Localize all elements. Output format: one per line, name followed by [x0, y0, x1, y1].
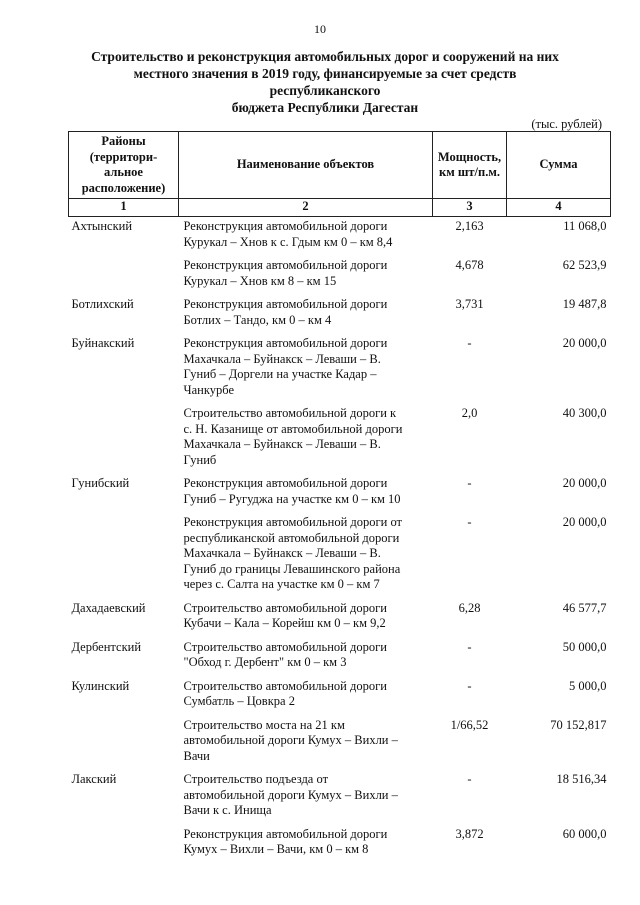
header-capacity	[433, 132, 507, 199]
title-line: Строительство и реконструкция автомобильных дорог и сооружений на них	[91, 49, 559, 64]
object-line: Гуниб – Доргели на участке Кадар –	[183, 367, 377, 381]
district-cell: Лакский	[71, 772, 117, 786]
capacity-cell: 3,872	[455, 826, 484, 841]
district-cell	[69, 825, 179, 864]
table-row	[69, 677, 611, 716]
object-line: Реконструкция автомобильной дороги	[183, 336, 388, 350]
amount-cell: 20 000,0	[562, 476, 607, 490]
object-cell	[179, 770, 433, 825]
capacity-cell: 4,678	[455, 258, 484, 272]
objects-table	[68, 131, 611, 864]
table-row	[69, 256, 611, 295]
capacity-cell: -	[467, 772, 472, 786]
table-body	[69, 217, 611, 864]
object-cell	[179, 295, 433, 334]
capacity-cell: -	[467, 476, 472, 490]
object-line: Строительство подъезда от	[183, 772, 329, 786]
object-line: Сумбатль – Цовкра 2	[183, 694, 295, 708]
object-cell	[179, 677, 433, 716]
header-object: Наименование объектов	[179, 132, 433, 199]
table-row	[69, 295, 611, 334]
object-cell	[179, 404, 433, 474]
amount-cell: 19 487,8	[562, 297, 607, 311]
object-line: Махачкала – Буйнакск – Леваши – В.	[183, 437, 381, 451]
capacity-cell: -	[467, 515, 472, 529]
object-line: автомобильной дороги Кумух – Вихли –	[183, 787, 398, 802]
object-line: через с. Салта на участке км 0 – км 7	[183, 577, 380, 591]
object-line: Кубачи – Кала – Корейш км 0 – км 9,2	[183, 616, 386, 630]
column-numbers-row	[69, 199, 611, 217]
district-cell	[69, 513, 179, 599]
capacity-cell: -	[467, 639, 472, 654]
header-district	[69, 132, 179, 199]
object-line: Строительство моста на 21 км	[183, 717, 345, 732]
table-row	[69, 474, 611, 513]
district-cell: Дербентский	[71, 639, 142, 654]
object-line: республиканской автомобильной дороги	[183, 530, 400, 545]
object-cell	[179, 334, 433, 404]
header-district-line: альное	[104, 165, 143, 179]
object-line: Вачи к с. Инища	[183, 803, 272, 817]
page-number: 10	[314, 22, 326, 36]
object-line: Строительство автомобильной дороги	[183, 639, 387, 654]
object-line: Реконструкция автомобильной дороги	[183, 297, 388, 311]
column-number: 1	[69, 199, 179, 217]
object-cell	[179, 474, 433, 513]
column-number: 4	[507, 199, 611, 217]
capacity-cell: 1/66,52	[450, 717, 489, 732]
object-cell	[179, 513, 433, 599]
amount-cell: 62 523,9	[562, 258, 607, 272]
district-cell: Гунибский	[71, 476, 130, 490]
object-cell	[179, 256, 433, 295]
object-line: Реконструкция автомобильной дороги	[183, 219, 388, 233]
amount-cell: 5 000,0	[569, 678, 607, 693]
object-line: Курукал – Хнов км 8 – км 15	[183, 273, 337, 288]
header-capacity-line: Мощность,	[437, 149, 502, 164]
district-cell: Буйнакский	[71, 336, 135, 350]
object-line: "Обход г. Дербент" км 0 – км 3	[183, 655, 347, 669]
district-cell: Ахтынский	[71, 219, 133, 233]
object-line: Строительство автомобильной дороги	[183, 600, 387, 615]
amount-cell: 40 300,0	[562, 406, 607, 420]
document-title	[80, 48, 570, 116]
table-row	[69, 716, 611, 771]
object-cell	[179, 599, 433, 638]
capacity-cell: -	[467, 678, 472, 693]
district-cell: Кулинский	[71, 678, 130, 693]
object-line: Строительство автомобильной дороги к	[183, 406, 397, 420]
object-line: Ботлих – Тандо, км 0 – км 4	[183, 312, 332, 327]
object-line: Строительство автомобильной дороги	[183, 678, 387, 693]
table-row	[69, 334, 611, 404]
amount-cell: 70 152,817	[550, 717, 607, 732]
district-cell	[69, 404, 179, 474]
amount-cell: 20 000,0	[562, 515, 607, 529]
amount-cell: 60 000,0	[562, 826, 607, 841]
table-row	[69, 217, 611, 257]
table-header-row	[69, 132, 611, 199]
amount-cell: 20 000,0	[562, 336, 607, 350]
title-line: местного значения в 2019 году, финансируемые за счет средств республиканского	[133, 66, 517, 98]
capacity-cell: 3,731	[455, 297, 484, 311]
capacity-cell: -	[467, 336, 472, 350]
table-row	[69, 513, 611, 599]
object-line: Чанкурбе	[183, 382, 235, 397]
capacity-cell: 2,0	[461, 406, 478, 420]
object-line: Курукал – Хнов к с. Гдым км 0 – км 8,4	[183, 234, 393, 249]
object-line: Реконструкция автомобильной дороги	[183, 258, 388, 272]
header-capacity-line: км шт/п.м.	[439, 165, 500, 179]
header-district-line: (территори-	[89, 149, 158, 164]
capacity-cell: 2,163	[455, 219, 484, 233]
units-note: (тыс. рублей)	[531, 117, 602, 131]
object-line: Махачкала – Буйнакск – Леваши – В.	[183, 546, 381, 560]
district-cell	[69, 256, 179, 295]
object-line: Реконструкция автомобильной дороги	[183, 476, 388, 490]
amount-cell: 46 577,7	[562, 600, 607, 615]
object-line: автомобильной дороги Кумух – Вихли –	[183, 733, 398, 747]
header-district-line: Районы	[101, 134, 146, 148]
capacity-cell: 6,28	[458, 600, 481, 615]
object-line: Гуниб – Ругуджа на участке км 0 – км 10	[183, 491, 401, 506]
table-row	[69, 404, 611, 474]
object-line: Реконструкция автомобильной дороги от	[183, 515, 402, 529]
object-line: Кумух – Вихли – Вачи, км 0 – км 8	[183, 842, 369, 856]
table-row	[69, 825, 611, 864]
object-line: Махачкала – Буйнакск – Леваши – В.	[183, 351, 381, 366]
object-line: с. Н. Казанище от автомобильной дороги	[183, 421, 403, 436]
column-number: 2	[179, 199, 433, 217]
table-row	[69, 638, 611, 677]
district-cell: Ботлихский	[71, 297, 134, 311]
object-cell	[179, 825, 433, 864]
column-number: 3	[433, 199, 507, 217]
district-cell: Дахадаевский	[71, 600, 146, 615]
table-row	[69, 599, 611, 638]
object-line: Гуниб до границы Левашинского района	[183, 561, 401, 576]
object-cell	[179, 716, 433, 771]
amount-cell: 11 068,0	[563, 219, 607, 233]
amount-cell: 50 000,0	[562, 639, 607, 654]
header-amount: Сумма	[507, 132, 611, 199]
object-line: Гуниб	[183, 452, 217, 467]
amount-cell: 18 516,34	[556, 772, 607, 786]
header-district-line: расположение)	[81, 180, 166, 195]
object-cell	[179, 217, 433, 257]
district-cell	[69, 716, 179, 771]
title-line: бюджета Республики Дагестан	[231, 100, 419, 115]
object-line: Реконструкция автомобильной дороги	[183, 826, 388, 841]
table-row	[69, 770, 611, 825]
object-line: Вачи	[183, 748, 210, 763]
object-cell	[179, 638, 433, 677]
